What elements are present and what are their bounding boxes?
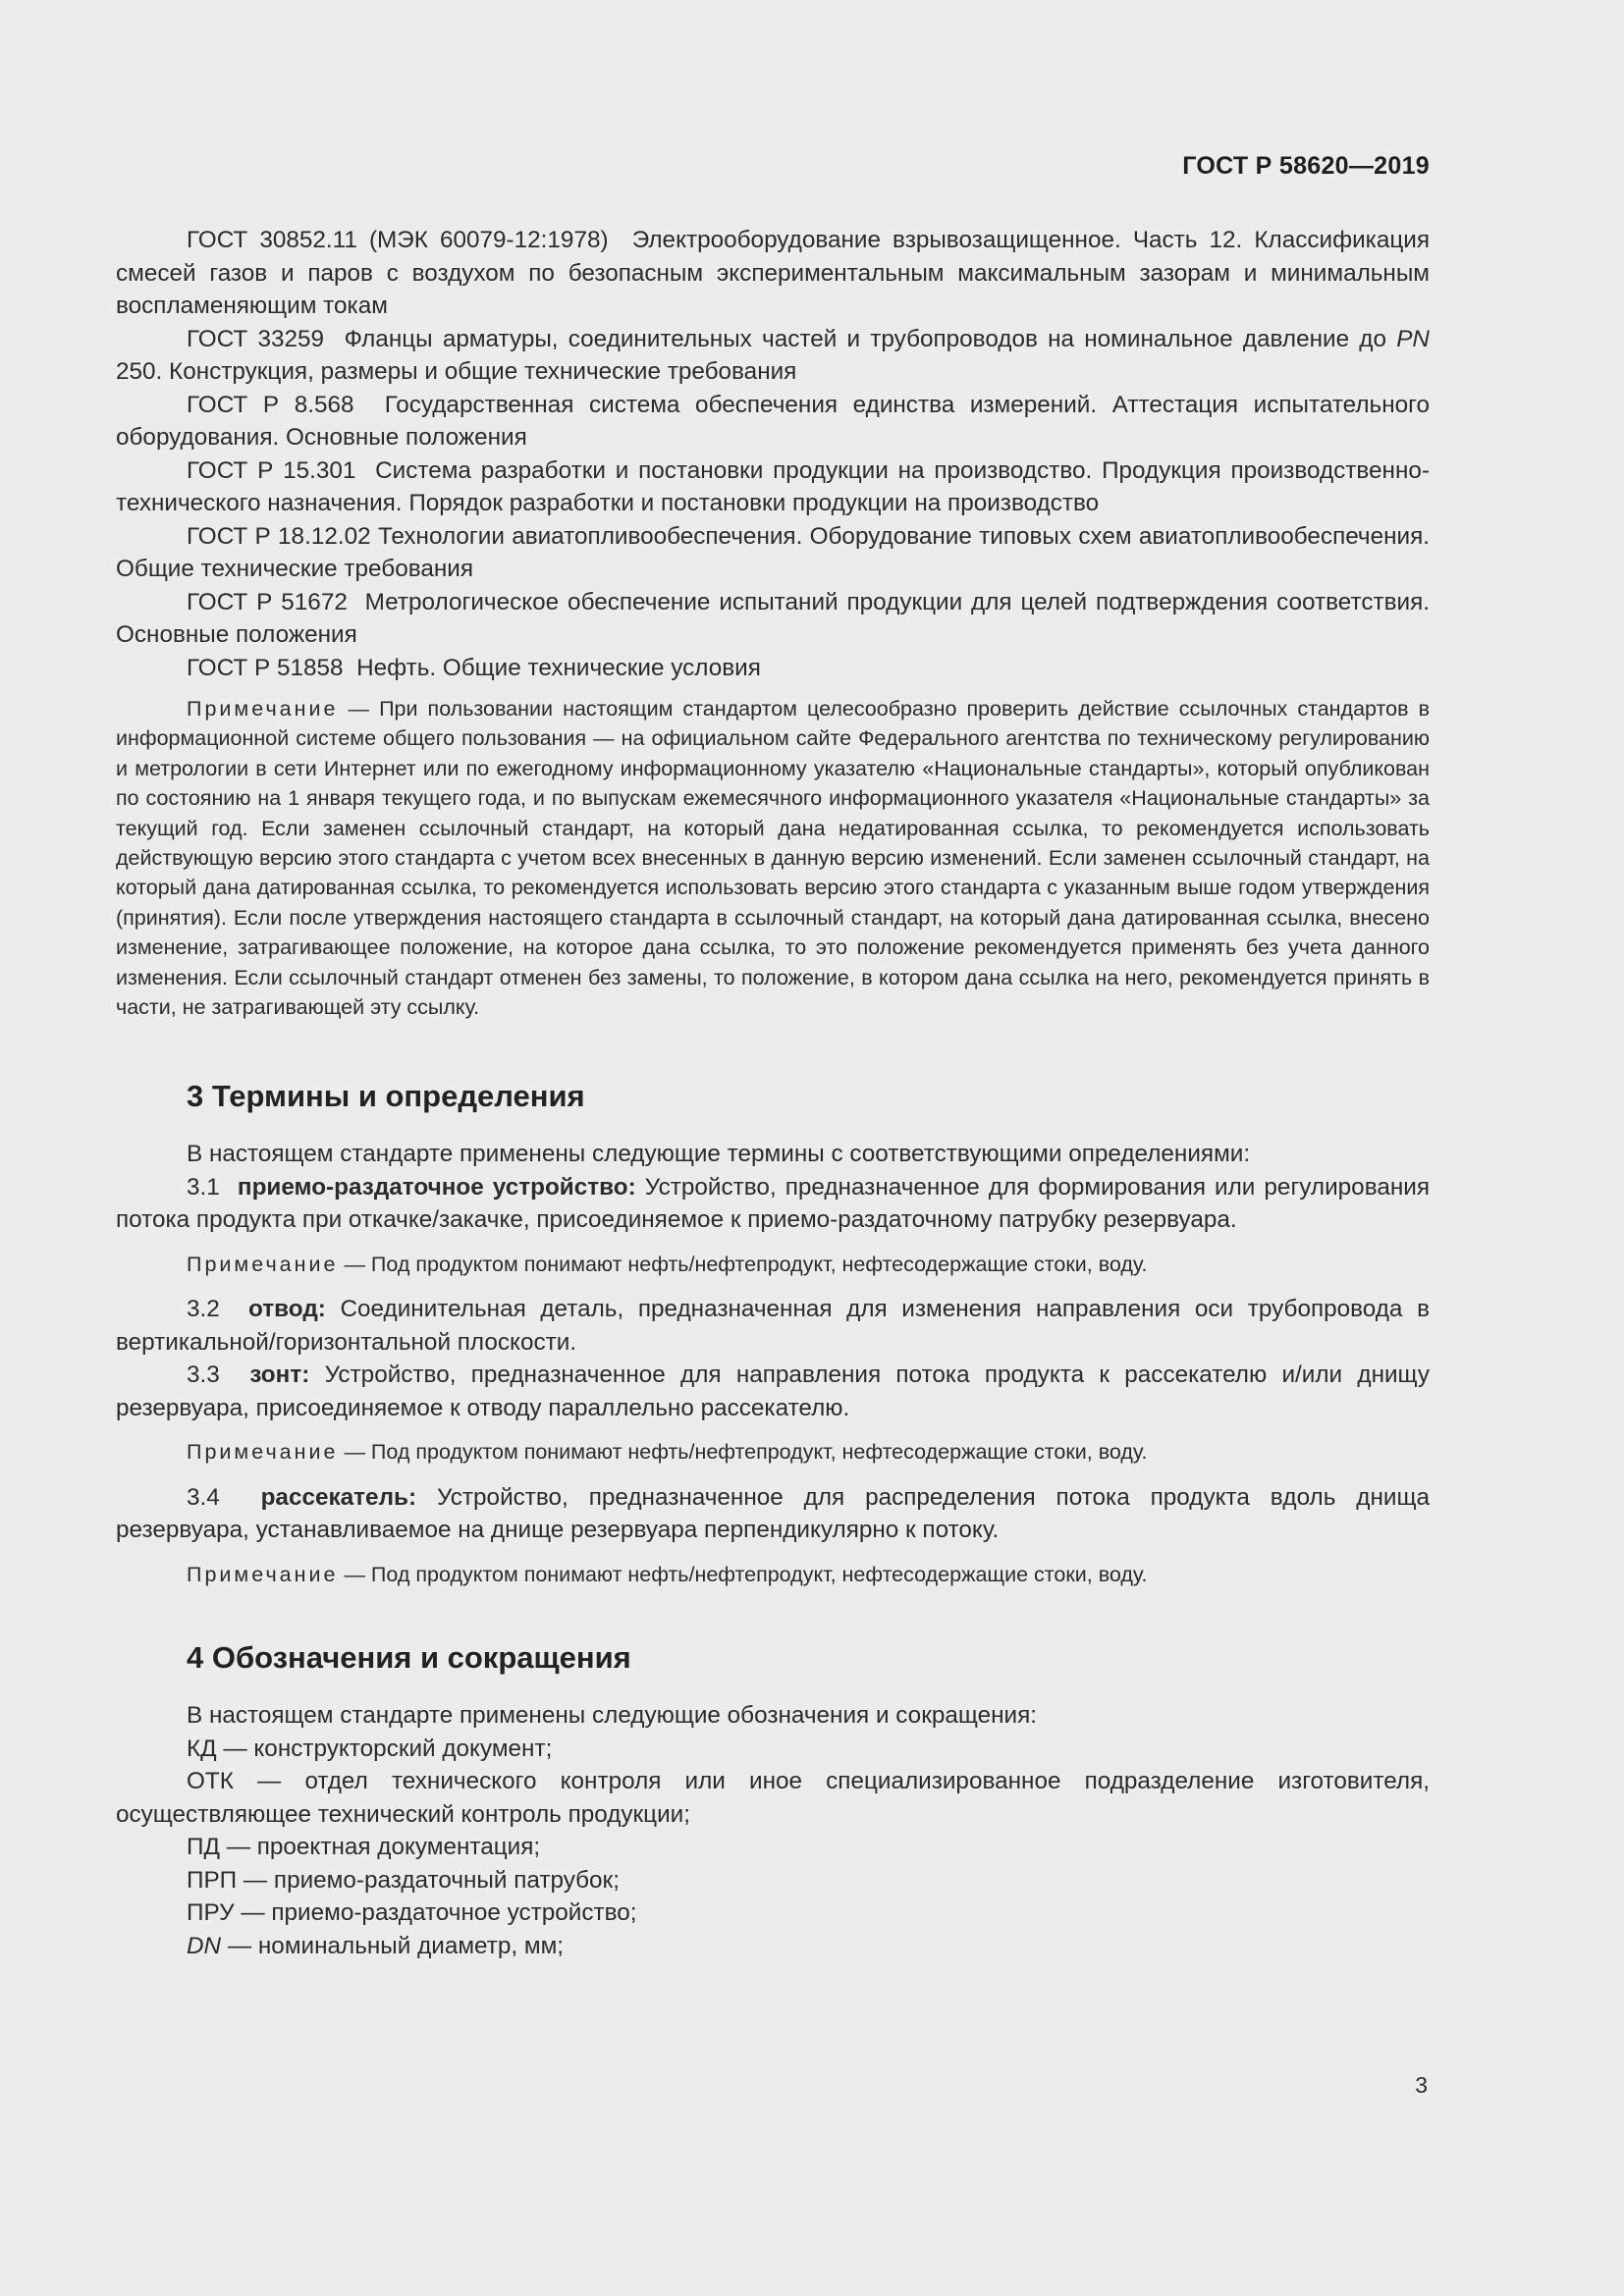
term-number: 3.3 [187, 1362, 220, 1389]
section-4-heading: 4 Обозначения и сокращения [187, 1640, 631, 1676]
ref-item [116, 323, 1430, 389]
term-definition: Соединительная деталь, предназначенная для изменения направления оси трубопровода в вертикальной/горизонтальной плоскости. [116, 1296, 1430, 1356]
abbr-item: ОТК — отдел технического контроля или иное специализированное подразделение изготовителя, осуществляющее технический контроль продукции; [116, 1768, 1430, 1828]
term-name: приемо-раздаточное устройство: [237, 1173, 636, 1201]
note-text: — Под продуктом понимают нефть/нефтепродукт, нефтесодержащие стоки, воду. [344, 1252, 1148, 1276]
ref-code: ГОСТ Р 51858 [187, 654, 344, 681]
abbr-item: КД — конструкторский документ; [187, 1735, 553, 1762]
abbr-item: ПД — проектная документация; [187, 1834, 541, 1861]
term-item [116, 1359, 1430, 1424]
term-definition: Устройство, предназначенное для направления потока продукта к рассекателю и/или днищу резервуара, присоединяемое к отводу параллельно рассекателю. [116, 1362, 1430, 1421]
ref-item [116, 224, 1430, 323]
ref-text-pn: PN [1396, 325, 1430, 352]
term-note [116, 1560, 1430, 1589]
ref-text: Электрооборудование взрывозащищенное. Часть 12. Классификация смесей газов и паров с воздухом по безопасным экспериментальным максимальным зазорам и минимальным воспламеняющим токам [116, 227, 1430, 319]
note-text: — Под продуктом понимают нефть/нефтепродукт, нефтесодержащие стоки, воду. [344, 1562, 1148, 1586]
ref-item [116, 389, 1430, 454]
abbr-text: — номинальный диаметр, мм; [221, 1932, 565, 1959]
ref-code: ГОСТ Р 8.568 [187, 391, 354, 418]
ref-item [116, 520, 1430, 586]
term-note [116, 1437, 1430, 1467]
ref-text: Государственная система обеспечения единства измерений. Аттестация испытательного оборудования. Основные положения [116, 391, 1430, 451]
note-label: Примечание [187, 697, 339, 721]
term-number: 3.2 [187, 1296, 220, 1323]
term-definition: Устройство, предназначенное для формирования или регулирования потока продукта при откачке/закачке, присоединяемое к приемо-раздаточному патрубку резервуара. [116, 1173, 1430, 1234]
ref-item [116, 586, 1430, 652]
term-item [116, 1171, 1430, 1237]
ref-text: Фланцы арматуры, соединительных частей и трубопроводов на номинальное давление до [344, 325, 1397, 352]
abbr-item: ПРУ — приемо-раздаточное устройство; [187, 1899, 637, 1927]
section-3-intro: В настоящем стандарте применены следующие термины с соответствующими определениями: [187, 1141, 1251, 1168]
section-3-heading: 3 Термины и определения [187, 1079, 585, 1114]
ref-code: ГОСТ 30852.11 (МЭК 60079-12:1978) [187, 227, 609, 253]
section-4-intro: В настоящем стандарте применены следующие обозначения и сокращения: [187, 1702, 1037, 1730]
term-name: рассекатель: [260, 1483, 417, 1511]
note-text: — При пользовании настоящим стандартом целесообразно проверить действие ссылочных стандартов в информационной системе общего пользования — на официальном сайте Федерального агентства по техническому регулированию и метрологии в сети Интернет или по ежегодному информационному указателю «Национальные стандарты», который опубликован по состоянию на 1 января текущего года, и по выпускам ежемесячного информационного указателя «Национальные стандарты» за текущий год. Если заменен ссылочный стандарт, на который дана недатированная ссылка, то рекомендуется использовать действующую версию этого стандарта с учетом всех внесенных в данную версию изменений. Если заменен ссылочный стандарт, на который дана датированная ссылка, то рекомендуется использовать версию этого стандарта с указанным выше годом утверждения (принятия). Если после утверждения настоящего стандарта в ссылочный стандарт, на который дана датированная ссылка, внесено изменение, затрагивающее положение, на которое дана ссылка, то это положение рекомендуется применять без учета данного изменения. Если ссылочный стандарт отменен без замены, то положение, в котором дана ссылка на него, рекомендуется принять в части, не затрагивающей эту ссылку. [116, 697, 1430, 1020]
term-number: 3.1 [187, 1173, 220, 1201]
ref-text: 250. Конструкция, размеры и общие технические требования [116, 358, 797, 385]
ref-code: ГОСТ 33259 [187, 325, 325, 352]
ref-item [116, 454, 1430, 520]
ref-code: ГОСТ Р 15.301 [187, 456, 356, 484]
ref-note [116, 694, 1430, 1022]
note-label: Примечание [187, 1562, 339, 1586]
abbr-symbol: DN [187, 1932, 222, 1959]
ref-text: Нефть. Общие технические условия [356, 654, 761, 681]
ref-code: ГОСТ Р 18.12.02 [187, 522, 371, 550]
ref-text: Система разработки и постановки продукции на производство. Продукция производственно-технического назначения. Порядок разработки и постановки продукции на производство [116, 456, 1430, 516]
term-item [116, 1481, 1430, 1547]
page-number: 3 [1415, 2072, 1428, 2098]
ref-code: ГОСТ Р 51672 [187, 588, 348, 615]
term-name: зонт: [249, 1362, 310, 1389]
term-number: 3.4 [187, 1483, 220, 1511]
ref-text: Технологии авиатопливообеспечения. Оборудование типовых схем авиатопливообеспечения. Общие технические требования [116, 522, 1430, 582]
term-definition: Устройство, предназначенное для распределения потока продукта вдоль днища резервуара, устанавливаемое на днище резервуара перпендикулярно к потоку. [116, 1483, 1430, 1544]
note-label: Примечание [187, 1440, 339, 1465]
ref-item [116, 652, 1430, 685]
note-label: Примечание [187, 1252, 339, 1276]
page-content [116, 224, 1430, 1962]
ref-text: Метрологическое обеспечение испытаний продукции для целей подтверждения соответствия. Основные положения [116, 588, 1430, 648]
term-name: отвод: [248, 1296, 326, 1323]
abbr-item [116, 1930, 1430, 1963]
note-text: — Под продуктом понимают нефть/нефтепродукт, нефтесодержащие стоки, воду. [344, 1440, 1148, 1465]
term-item [116, 1293, 1430, 1359]
term-note [116, 1250, 1430, 1279]
document-header: ГОСТ Р 58620—2019 [1182, 152, 1430, 180]
abbr-item: ПРП — приемо-раздаточный патрубок; [187, 1866, 620, 1894]
